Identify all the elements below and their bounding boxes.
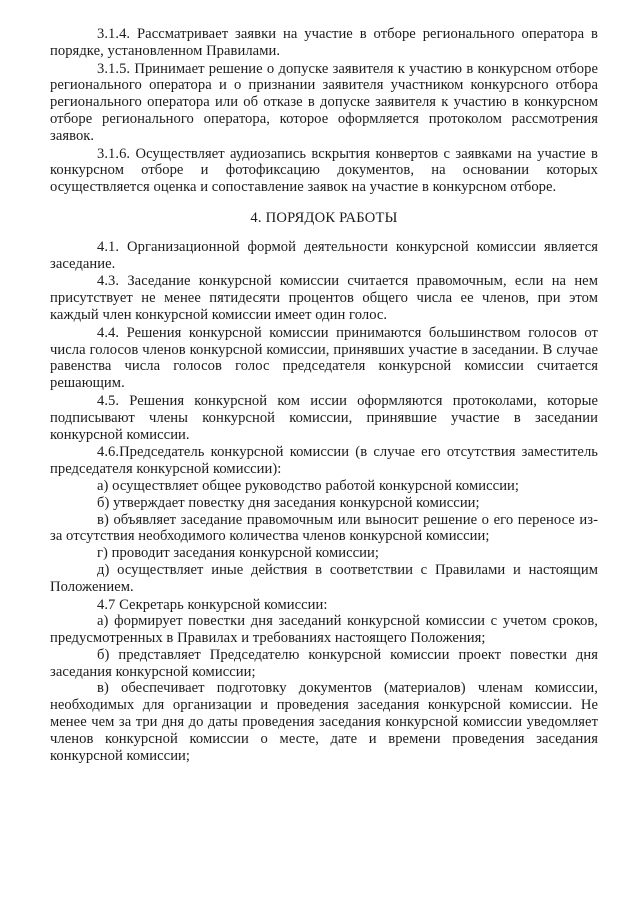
paragraph-4-6: 4.6.Председатель конкурсной комиссии (в случае его отсутствия заместитель председателя конкурсной комиссии): [50,444,598,478]
list-item: б) представляет Председателю конкурсной комиссии проект повестки дня заседания конкурсной комиссии; [50,646,598,680]
list-item: а) осуществляет общее руководство работой конкурсной комиссии; [97,477,520,494]
paragraph-4-3: 4.3. Заседание конкурсной комиссии считается правомочным, если на нем присутствует не менее пятидесяти процентов общего числа ее членов, при этом каждый член конкурсной комиссии имеет один голос. [50,273,598,323]
paragraph-4-5: 4.5. Решения конкурсной ком иссии оформляются протоколами, которые подписывают члены конкурсной комиссии, принявшие участие в заседании конкурсной комиссии. [50,392,598,443]
section-heading: 4. ПОРЯДОК РАБОТЫ [250,209,398,226]
list-item: а) формирует повестки дня заседаний конкурсной комиссии с учетом сроков, предусмотренных в Правилах и требованиях настоящего Положения; [50,613,598,647]
list-item: д) осуществляет иные действия в соответствии с Правилами и настоящим Положением. [50,561,598,595]
paragraph-4-1: 4.1. Организационной формой деятельности конкурсной комиссии является заседание. [50,238,598,272]
paragraph-4-4: 4.4. Решения конкурсной комиссии принимаются большинством голосов от числа голосов членов конкурсной комиссии, принявших участие в заседании. В случае равенства числа голосов голос председателя конкурсной комиссии считается решающим. [50,324,598,392]
list-item: в) объявляет заседание правомочным или выносит решение о его переносе из-за отсутствия необходимого количества членов конкурсной комиссии; [50,511,598,545]
paragraph-4-7: 4.7 Секретарь конкурсной комиссии: [97,596,328,613]
paragraph-3-1-5: 3.1.5. Принимает решение о допуске заявителя к участию в конкурсном отборе регионального оператора и о признании заявителя участником конкурсного отбора регионального оператора или об отказе в допуске заявителя к участию в конкурсном отборе регионального оператора, которое оформляется протоколом рассмотрения заявок. [50,60,598,144]
list-item: г) проводит заседания конкурсной комиссии; [97,545,380,562]
document-page [50,26,598,764]
list-item: б) утверждает повестку дня заседания конкурсной комиссии; [97,494,480,511]
list-item: в) обеспечивает подготовку документов (материалов) членам комиссии, необходимых для организации и проведения заседания конкурсной комиссии. Не менее чем за три дня до даты проведения заседания конкурсной комиссии уведомляет членов конкурсной комиссии о месте, дате и времени проведения заседания конкурсной комиссии; [50,680,598,764]
paragraph-3-1-4: 3.1.4. Рассматривает заявки на участие в отборе регионального оператора в порядке, установленном Правилами. [50,26,598,59]
paragraph-3-1-6: 3.1.6. Осуществляет аудиозапись вскрытия конвертов с заявками на участие в конкурсном отборе и фотофиксацию документов, на основании которых осуществляется оценка и сопоставление заявок на участие в конкурсном отборе. [50,145,598,196]
